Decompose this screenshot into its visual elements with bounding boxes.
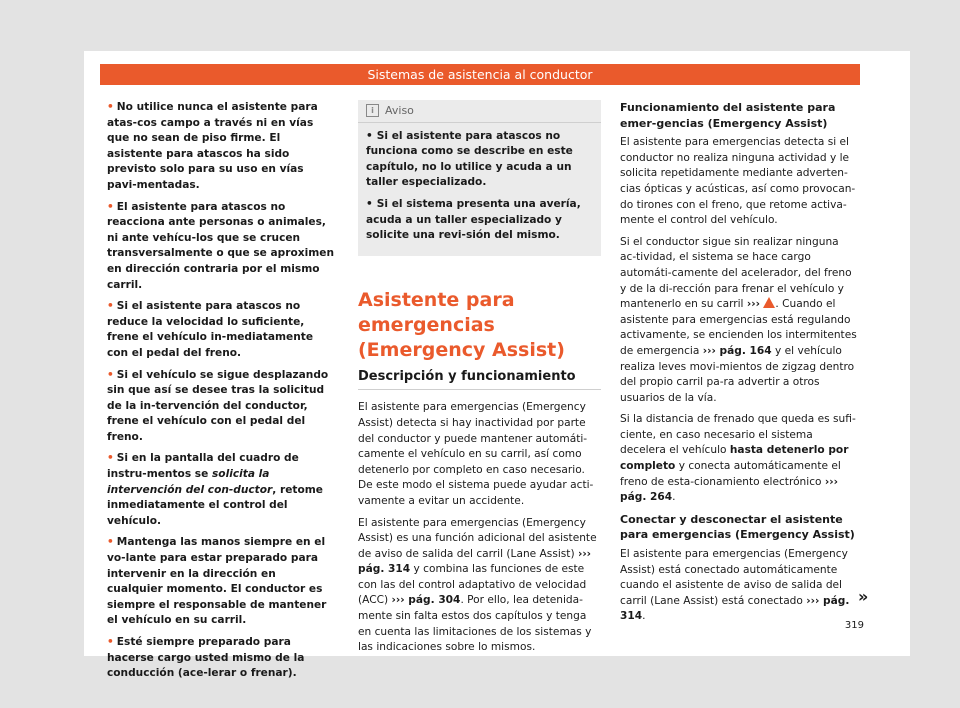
- section-body: [358, 400, 601, 656]
- page-reference-link[interactable]: ››› pág. 314: [358, 547, 592, 576]
- warning-triangle-icon: [763, 297, 775, 308]
- aviso-title: Aviso: [385, 104, 414, 117]
- paragraph: El asistente para emergencias (Emergency Assist) detecta si hay inactividad por parte del conductor y puede mantener automáti-camente el vehículo en su carril, así como detenerlo por completo en caso necesario. De este modo el sistema puede ayudar acti-vamente a evitar un accidente.: [358, 401, 594, 507]
- warning-column: [107, 100, 335, 688]
- continue-arrow-icon: »: [858, 587, 869, 606]
- bullet-icon: •: [107, 368, 114, 381]
- warning-item: • Si el vehículo se sigue desplazando sin que así se desee tras la solicitud de la in-tervención del conductor, frene el vehículo con el pedal del freno.: [107, 368, 329, 443]
- paragraph: El asistente para emergencias (Emergency Assist) está conectado automáticamente cuando el asistente de aviso de salida del carril (Lane Assist) está conectado ››› pág. 314.: [620, 548, 850, 623]
- aviso-body: [358, 123, 601, 256]
- bullet-icon: •: [107, 636, 114, 648]
- warning-item: • Mantenga las manos siempre en el vo-lante para estar preparado para intervenir en la dirección en cualquier momento. El conductor es siempre el responsable de mantener el vehículo en su carril.: [107, 536, 327, 627]
- paragraph: El asistente para emergencias detecta si el conductor no realiza ninguna actividad y le solicita repetidamente mediante adverten-cias ópticas y acústicas, así como provocan-do tirones con el freno, que retome activa-mente el control del vehículo.: [620, 136, 856, 227]
- section-title: Asistente para emergencias (Emergency Assist): [358, 288, 565, 361]
- page-reference-link[interactable]: ››› pág. 264: [620, 475, 839, 504]
- aviso-item: • Si el asistente para atascos no funciona como se describe en este capítulo, no lo utilice y acuda a un taller especializado.: [366, 129, 573, 189]
- bullet-icon: •: [366, 129, 373, 142]
- warning-item: • No utilice nunca el asistente para atas-cos campo a través ni en vías que no sean de piso firme. El asistente para atascos ha sido previsto solo para su uso en vías pavi-mentadas.: [107, 101, 318, 191]
- warning-item: • El asistente para atascos no reacciona ante personas o animales, ni ante vehícu-los que se crucen transversalmente o que se aproximen en dirección contraria por el mismo carril.: [107, 200, 334, 291]
- page-reference-link[interactable]: ››› pág. 304: [391, 594, 461, 607]
- page-header: Sistemas de asistencia al conductor: [100, 64, 860, 85]
- warning-item: • Esté siempre preparado para hacerse cargo usted mismo de la conducción (ace-lerar o frenar).: [107, 636, 305, 680]
- warning-item: • Si el asistente para atascos no reduce la velocidad lo suficiente, frene el vehículo in-mediatamente con el pedal del freno.: [107, 300, 314, 359]
- page-reference-link[interactable]: ››› pág. 314: [620, 594, 850, 623]
- paragraph: Si la distancia de frenado que queda es sufi-ciente, en caso necesario el sistema decelera el vehículo hasta detenerlo por completo y conecta automáticamente el freno de esta-cionamiento electrónico ››› pág. 264.: [620, 413, 856, 504]
- info-icon: i: [366, 104, 379, 117]
- page-number: 319: [844, 620, 864, 631]
- warning-item: • Si en la pantalla del cuadro de instru-mentos se solicita la intervención del con-ductor, retome inmediatamente el control del vehículo.: [107, 452, 323, 527]
- bullet-icon: •: [107, 200, 114, 213]
- bullet-icon: •: [107, 300, 114, 313]
- paragraph: El asistente para emergencias (Emergency Assist) es una función adicional del asistente de aviso de salida del carril (Lane Assist) ››› pág. 314 y combina las funciones de este con las del control adaptativo de velocidad (ACC) ››› pág. 304. Por ello, lea detenida-mente sin falta estos dos capítulos y tenga en cuenta las limitaciones de los sistemas y las indicaciones sobre lo mismos.: [358, 516, 597, 654]
- section-subtitle: Descripción y funcionamiento: [358, 369, 601, 391]
- aviso-item: • Si el sistema presenta una avería, acuda a un taller especializado y solicite una revi-sión del mismo.: [366, 197, 581, 242]
- warning-reference-arrow[interactable]: ›››: [746, 298, 760, 311]
- paragraph: Si el conductor sigue sin realizar ninguna ac-tividad, el sistema se hace cargo automáti-camente del acelerador, del freno y de la di-rección para frenar el vehículo y mantenerlo en su carril ››› . Cuando el asistente para emergencias está regulando activamente, se encienden los intermitentes de emergencia ››› pág. 164 y el vehículo realiza leves movi-mientos de zigzag dentro del propio carril pa-ra advertir a otros usuarios de la vía.: [620, 235, 857, 404]
- subsection-heading: Funcionamiento del asistente para emer-gencias (Emergency Assist): [620, 101, 836, 130]
- bullet-icon: •: [107, 536, 114, 549]
- aviso-box: [358, 100, 601, 256]
- bullet-icon: •: [107, 452, 114, 465]
- page-reference-link[interactable]: ››› pág. 164: [702, 344, 772, 357]
- middle-column: [358, 100, 601, 662]
- right-column: [620, 100, 858, 631]
- bullet-icon: •: [107, 101, 114, 113]
- aviso-header: [358, 100, 601, 123]
- subsection-heading: Conectar y desconectar el asistente para emergencias (Emergency Assist): [620, 512, 855, 542]
- bullet-icon: •: [366, 197, 373, 210]
